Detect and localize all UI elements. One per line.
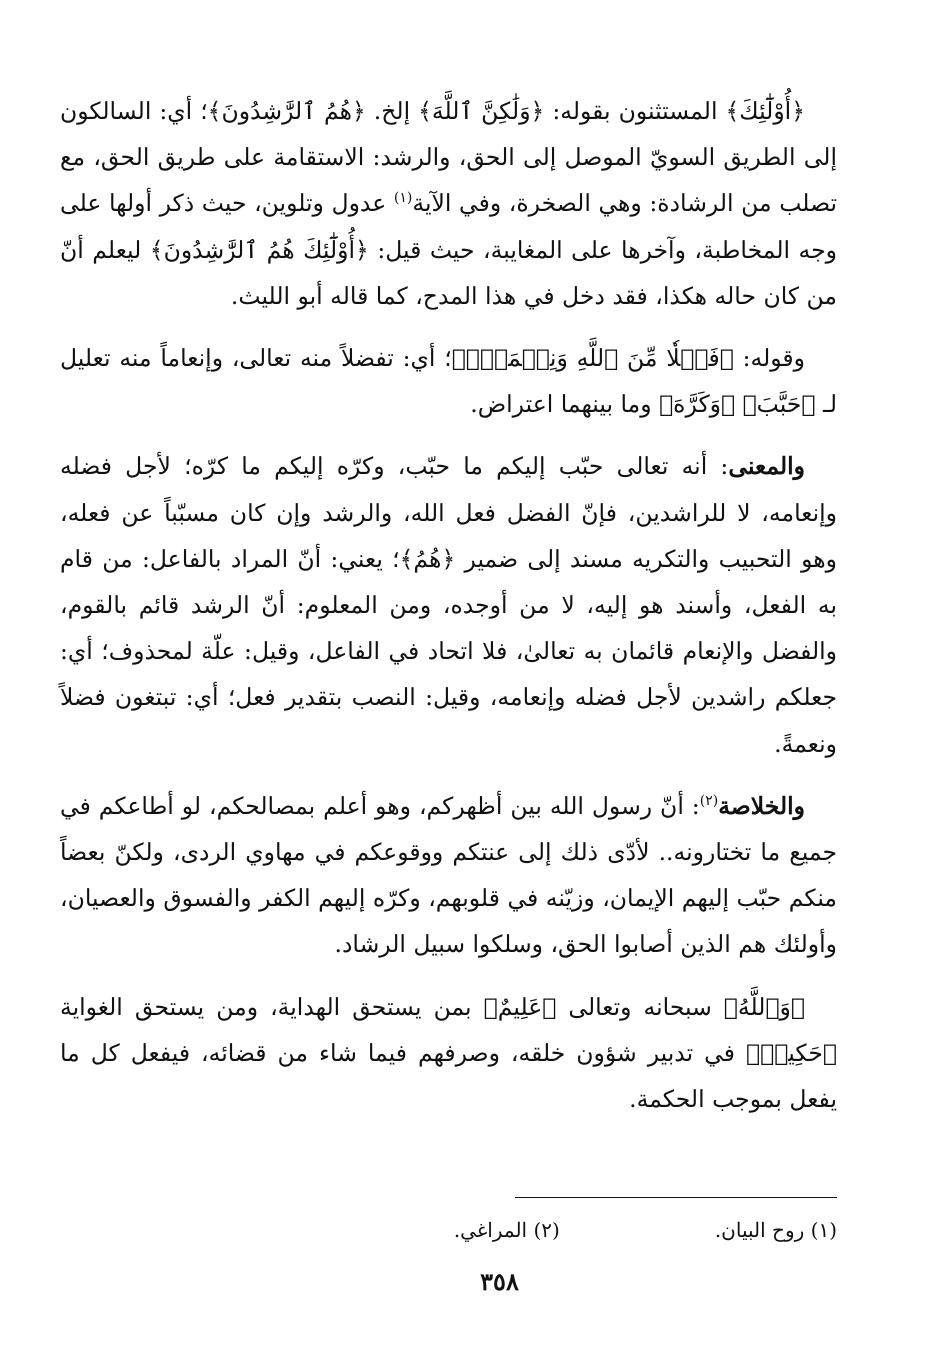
segment: إلخ. — [365, 97, 419, 125]
segment: ليعلم أنّ من كان حاله هكذا، فقد دخل في هذا المدح، كما قاله أبو الليث. — [60, 235, 837, 310]
bold-term: والمعنى — [728, 452, 805, 481]
segment: : أنّ رسول الله بين أظهركم، وهو أعلم بمصالحكم، لو أطاعكم في جميع ما تختارونه.. لأدّى ذلك إلى عنتكم ووقوعكم في مهاوي الردى، ولكنّ بعضاً منكم حبّب إليهم الإيمان، وزيّنه في قلوبهم، وكرّه إليهم الكفر والفسوق والعصيان، وأولئك هم الذين أصابوا الحق، وسلكوا سبيل الرشاد. — [60, 791, 837, 959]
page-body — [60, 88, 837, 1138]
paragraph-5 — [60, 984, 837, 1123]
segment: ﴿أُوْلَٰٓئِكَ هُمُ ٱلرَّٰشِدُونَ﴾ — [149, 235, 369, 264]
footnote-ref-2[interactable]: (٢) — [699, 793, 719, 810]
segment: ﴿وَكَرَّهَ﴾ — [659, 390, 736, 419]
segment: سبحانه وتعالى — [556, 992, 724, 1021]
segment: ﴿أُوْلَٰٓئِكَ﴾ — [725, 97, 805, 125]
page-number: ٣٥٨ — [480, 1267, 519, 1296]
footnotes — [60, 1218, 837, 1242]
paragraph-2 — [60, 335, 837, 427]
paragraph-1 — [60, 88, 837, 319]
segment: ؛ أي: السالكون إلى الطريق السويّ الموصل إلى الحق، والرشد: الاستقامة على طريق الحق، مع تصلب من الرشادة: وهي الصخرة، وفي الآية — [60, 97, 837, 218]
segment: ﴿عَلِيمٌ﴾ — [483, 992, 557, 1021]
segment: وقوله: — [733, 344, 805, 373]
footnote-divider — [515, 1197, 837, 1198]
segment: ﴿حَكِيمٞ﴾ — [745, 1038, 837, 1067]
footnote-ref-1[interactable]: (١) — [393, 190, 413, 207]
segment — [735, 390, 742, 418]
segment: ﴿حَبَّبَ﴾ — [742, 390, 816, 419]
segment: ؛ يعني: أنّ المراد بالفاعل: من قام به الفعل، وأسند هو إليه، لا من أوجده، ومن المعلوم: أنّ الرشد قائم بالقوم، والفضل والإنعام قائمان به تعالىٰ، فلا اتحاد في الفاعل، وقيل: علّة لمحذوف؛ أي: جعلكم راشدين لأجل فضله وإنعامه، وقيل: النصب بتقدير فعل؛ أي: تبتغون فضلاً ونعمةً. — [60, 544, 837, 758]
segment: ﴿هُمُ﴾ — [399, 544, 456, 573]
bold-term: والخلاصة — [718, 791, 805, 820]
segment: ﴿وَلَٰكِنَّ ٱللَّهَ﴾ — [418, 97, 545, 125]
paragraph-4 — [60, 783, 837, 968]
segment: المستثنون بقوله: — [544, 97, 726, 125]
paragraph-3 — [60, 443, 837, 766]
segment: ؛ أي: تفضلاً منه تعالى، وإنعاماً منه تعليل لـ — [60, 344, 837, 419]
segment: بمن يستحق الهداية، ومن يستحق الغواية — [60, 992, 484, 1021]
segment: ﴿فَضۡلٗا مِّنَ ٱللَّهِ وَنِعۡمَةٗۚ﴾ — [451, 344, 734, 373]
segment: عدول وتلوين، حيث ذكر أولها على وجه المخاطبة، وآخرها على المغايبة، حيث قيل: — [60, 189, 837, 264]
footnote-1: (١) روح البيان. — [714, 1218, 837, 1242]
segment: في تدبير شؤون خلقه، وصرفهم فيما شاء من قضائه، فيفعل كل ما يفعل بموجب الحكمة. — [60, 1038, 837, 1114]
segment: ﴿وَٱللَّهُ﴾ — [723, 992, 805, 1021]
segment: وما بينهما اعتراض. — [470, 390, 660, 419]
segment: ﴿هُمُ ٱلرَّٰشِدُونَ﴾ — [207, 97, 366, 125]
segment: : أنه تعالى حبّب إليكم ما حبّب، وكرّه إليكم ما كرّه؛ لأجل فضله وإنعامه، لا للراشدين، فإنّ الفضل فعل الله، والرشد وإن كان مسبّباً عن فعله، وهو التحبيب والتكريه مسند إلى ضمير — [60, 452, 837, 573]
footnote-2: (٢) المراغي. — [453, 1218, 560, 1242]
